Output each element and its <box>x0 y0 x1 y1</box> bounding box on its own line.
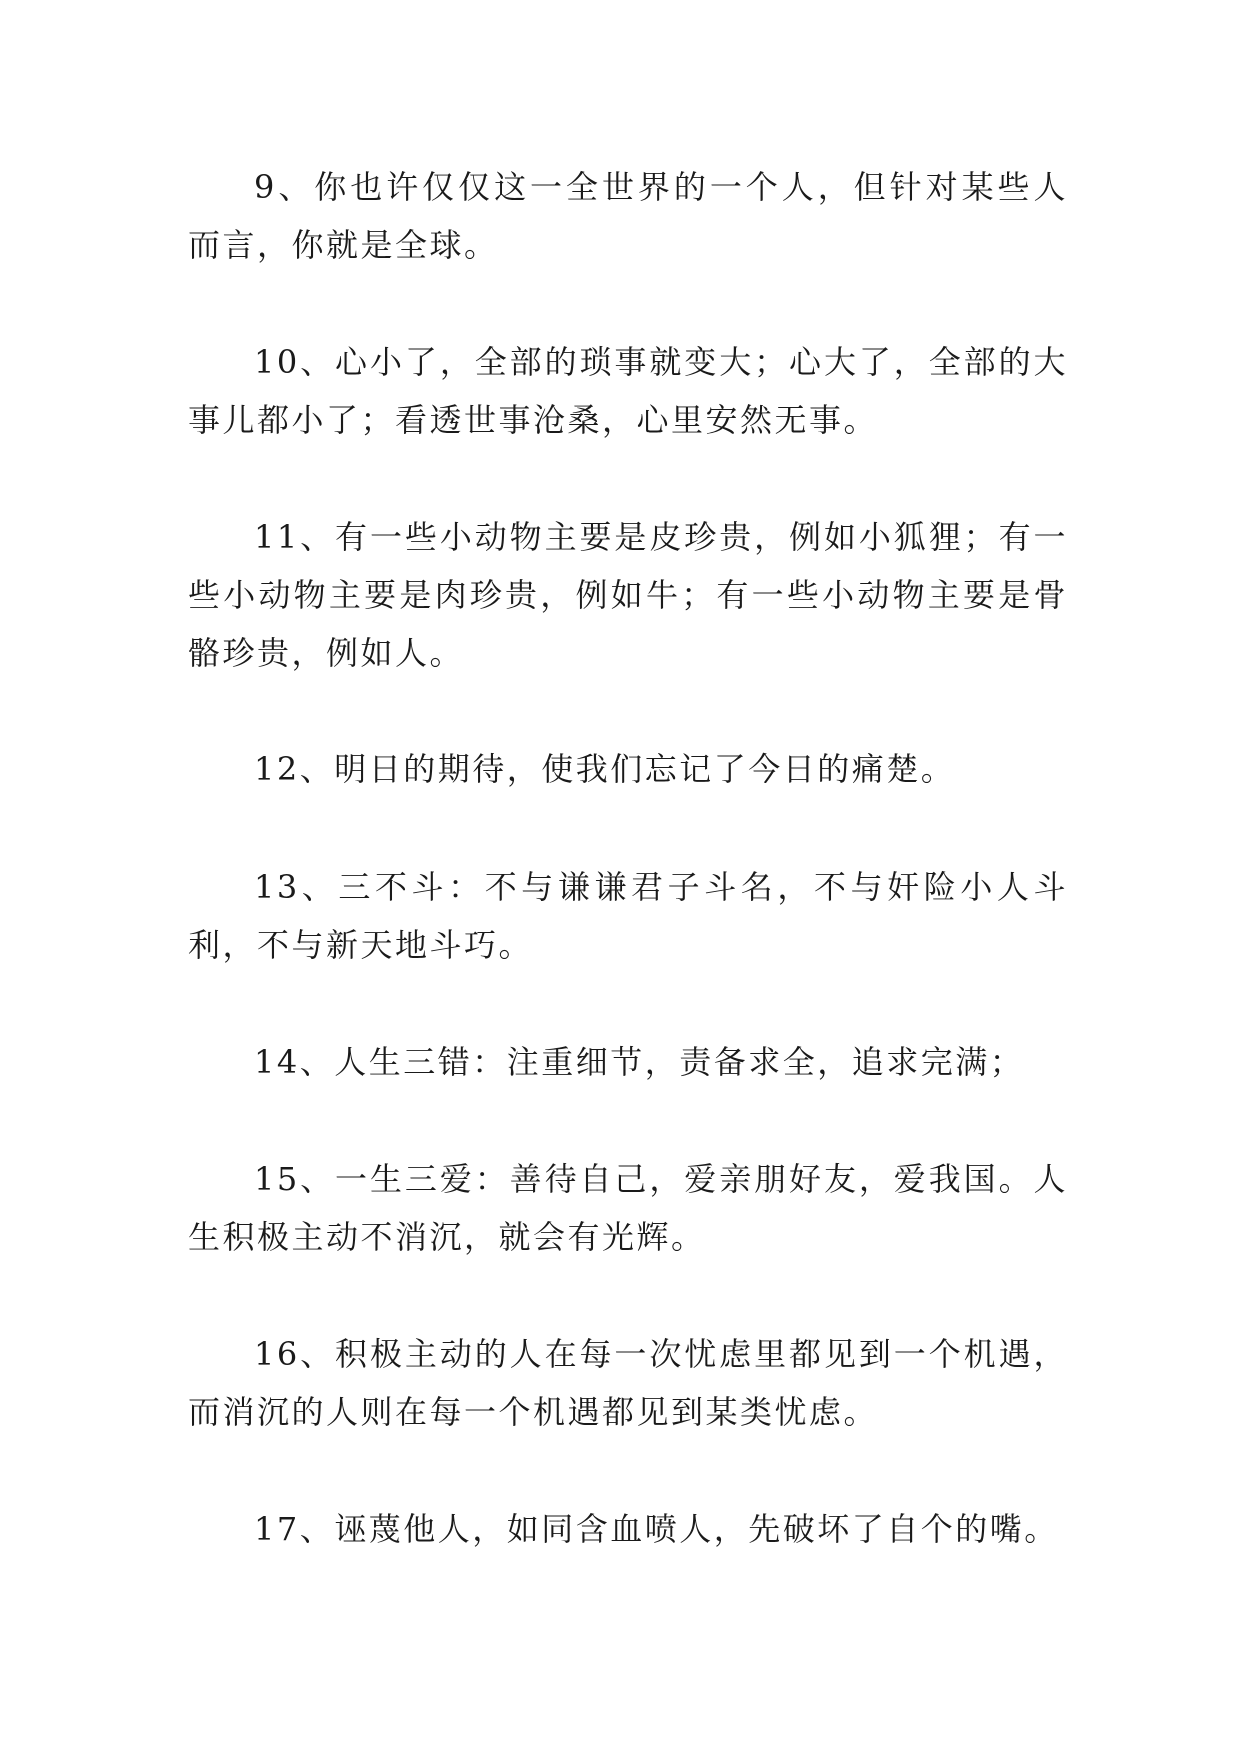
paragraph-12: 12、明日的期待，使我们忘记了今日的痛楚。 <box>254 750 956 788</box>
paragraph-15: 15、一生三爱：善待自己，爱亲朋好友，爱我国。人生积极主动不消沉，就会有光辉。 <box>188 1160 1068 1256</box>
paragraph-17: 17、诬蔑他人，如同含血喷人，先破坏了自个的嘴。 <box>254 1510 1059 1548</box>
paragraph-9: 9、你也许仅仅这一全世界的一个人，但针对某些人而言，你就是全球。 <box>188 168 1068 264</box>
paragraph-16: 16、积极主动的人在每一次忧虑里都见到一个机遇，而消沉的人则在每一个机遇都见到某类忧虑。 <box>188 1335 1068 1431</box>
paragraph-11: 11、有一些小动物主要是皮珍贵，例如小狐狸；有一些小动物主要是肉珍贵，例如牛；有一些小动物主要是骨骼珍贵，例如人。 <box>188 518 1068 672</box>
paragraph-13: 13、三不斗：不与谦谦君子斗名，不与奸险小人斗利，不与新天地斗巧。 <box>188 868 1068 964</box>
paragraph-14: 14、人生三错：注重细节，责备求全，追求完满； <box>254 1043 1025 1081</box>
paragraph-10: 10、心小了，全部的琐事就变大；心大了，全部的大事儿都小了；看透世事沧桑，心里安然无事。 <box>188 343 1068 439</box>
